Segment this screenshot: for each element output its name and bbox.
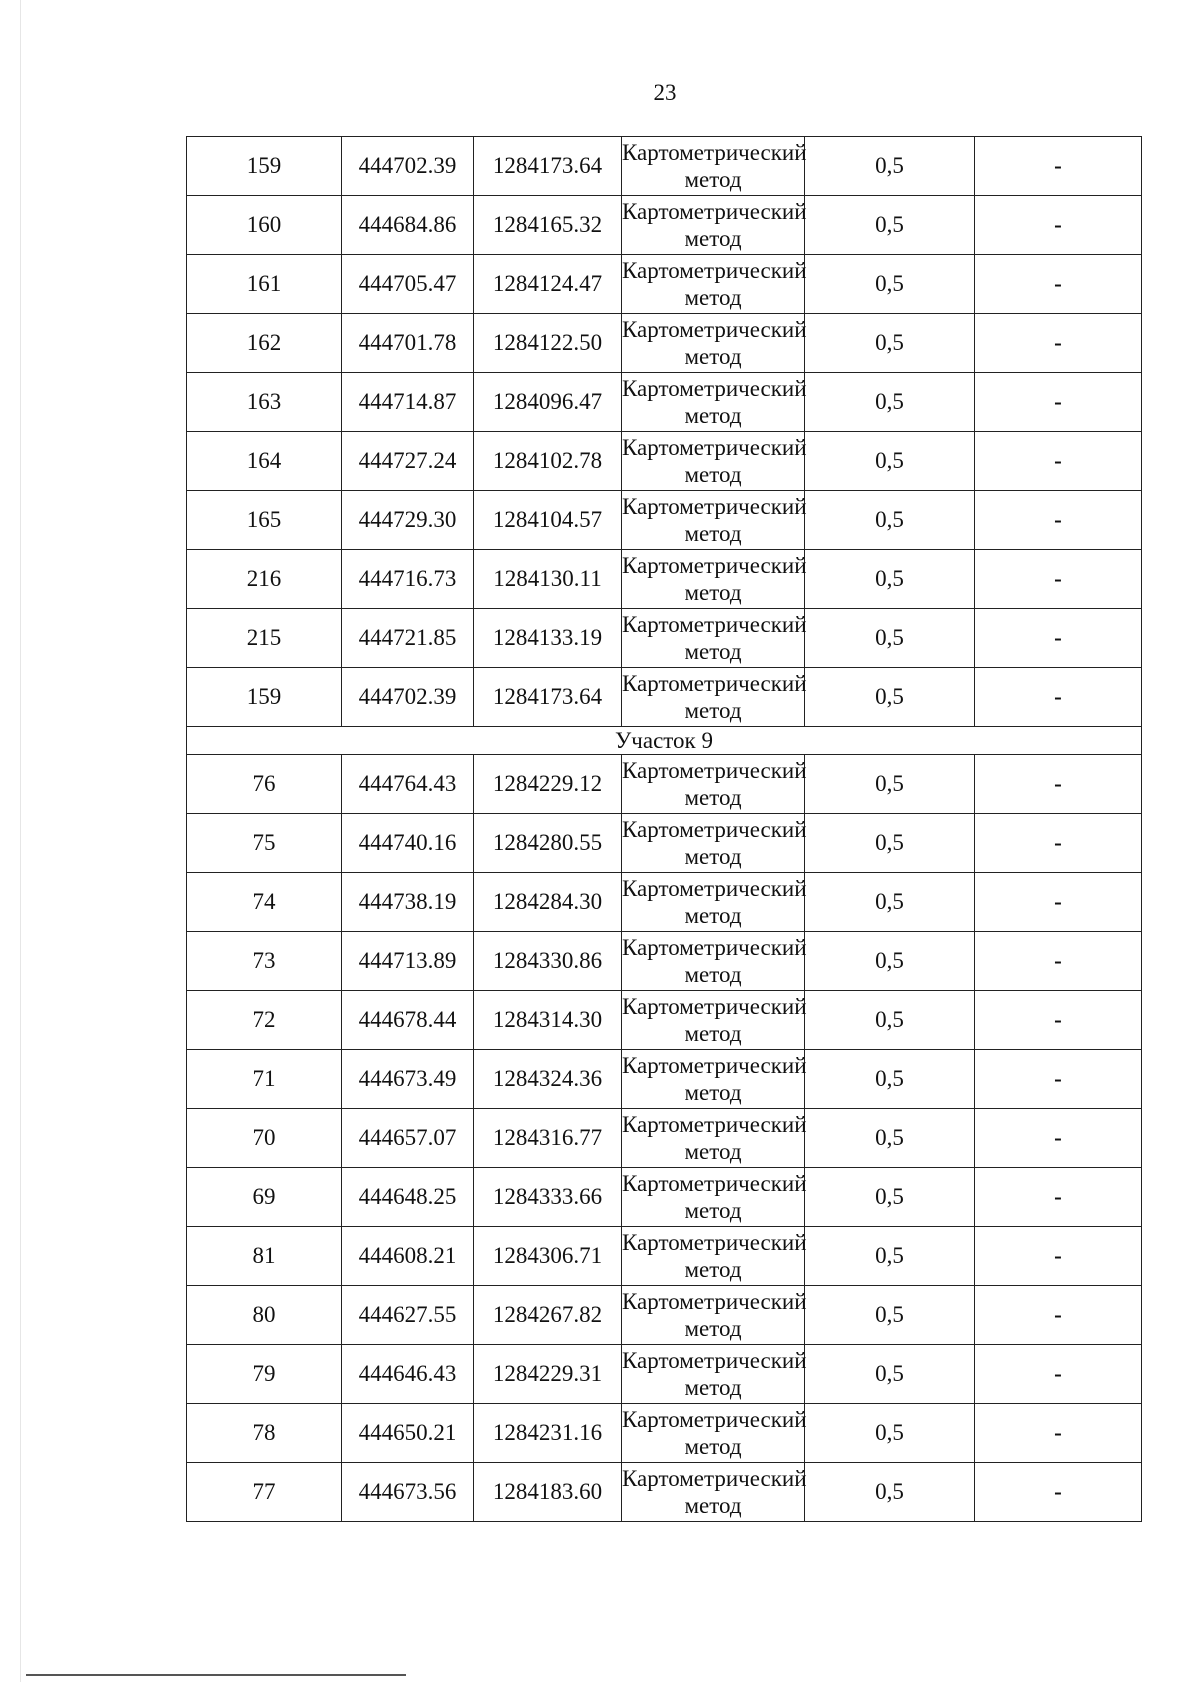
cell-accuracy: 0,5 xyxy=(805,137,975,196)
table-row xyxy=(187,137,1142,196)
table-row xyxy=(187,196,1142,255)
cell-method: Картометрический метод xyxy=(622,137,805,196)
cell-x-coordinate: 444646.43 xyxy=(342,1345,474,1404)
cell-y-coordinate: 1284122.50 xyxy=(474,314,622,373)
cell-method: Картометрический метод xyxy=(622,814,805,873)
cell-dash: - xyxy=(975,314,1142,373)
cell-method: Картометрический метод xyxy=(622,755,805,814)
cell-accuracy: 0,5 xyxy=(805,432,975,491)
cell-point-number: 160 xyxy=(187,196,342,255)
cell-method: Картометрический метод xyxy=(622,991,805,1050)
cell-point-number: 77 xyxy=(187,1463,342,1522)
cell-accuracy: 0,5 xyxy=(805,991,975,1050)
cell-dash: - xyxy=(975,1227,1142,1286)
cell-point-number: 159 xyxy=(187,668,342,727)
cell-x-coordinate: 444721.85 xyxy=(342,609,474,668)
cell-point-number: 215 xyxy=(187,609,342,668)
cell-point-number: 72 xyxy=(187,991,342,1050)
cell-y-coordinate: 1284324.36 xyxy=(474,1050,622,1109)
cell-x-coordinate: 444714.87 xyxy=(342,373,474,432)
cell-accuracy: 0,5 xyxy=(805,373,975,432)
cell-dash: - xyxy=(975,932,1142,991)
cell-y-coordinate: 1284130.11 xyxy=(474,550,622,609)
cell-method: Картометрический метод xyxy=(622,1463,805,1522)
cell-x-coordinate: 444627.55 xyxy=(342,1286,474,1345)
cell-method: Картометрический метод xyxy=(622,932,805,991)
cell-y-coordinate: 1284104.57 xyxy=(474,491,622,550)
cell-y-coordinate: 1284306.71 xyxy=(474,1227,622,1286)
table-row xyxy=(187,550,1142,609)
cell-accuracy: 0,5 xyxy=(805,255,975,314)
table-row xyxy=(187,1345,1142,1404)
cell-dash: - xyxy=(975,755,1142,814)
cell-x-coordinate: 444673.49 xyxy=(342,1050,474,1109)
cell-accuracy: 0,5 xyxy=(805,609,975,668)
cell-x-coordinate: 444650.21 xyxy=(342,1404,474,1463)
cell-x-coordinate: 444608.21 xyxy=(342,1227,474,1286)
cell-accuracy: 0,5 xyxy=(805,932,975,991)
cell-dash: - xyxy=(975,668,1142,727)
cell-y-coordinate: 1284133.19 xyxy=(474,609,622,668)
table-row xyxy=(187,1286,1142,1345)
cell-x-coordinate: 444713.89 xyxy=(342,932,474,991)
cell-y-coordinate: 1284333.66 xyxy=(474,1168,622,1227)
cell-point-number: 163 xyxy=(187,373,342,432)
table-row xyxy=(187,755,1142,814)
cell-point-number: 161 xyxy=(187,255,342,314)
cell-method: Картометрический метод xyxy=(622,196,805,255)
cell-dash: - xyxy=(975,1109,1142,1168)
cell-dash: - xyxy=(975,873,1142,932)
cell-method: Картометрический метод xyxy=(622,668,805,727)
cell-y-coordinate: 1284229.31 xyxy=(474,1345,622,1404)
table-row xyxy=(187,1404,1142,1463)
cell-accuracy: 0,5 xyxy=(805,1109,975,1168)
cell-accuracy: 0,5 xyxy=(805,196,975,255)
table-row xyxy=(187,668,1142,727)
cell-y-coordinate: 1284314.30 xyxy=(474,991,622,1050)
table-row xyxy=(187,991,1142,1050)
cell-point-number: 78 xyxy=(187,1404,342,1463)
cell-y-coordinate: 1284124.47 xyxy=(474,255,622,314)
cell-dash: - xyxy=(975,609,1142,668)
cell-accuracy: 0,5 xyxy=(805,1286,975,1345)
cell-method: Картометрический метод xyxy=(622,432,805,491)
cell-accuracy: 0,5 xyxy=(805,1050,975,1109)
cell-point-number: 70 xyxy=(187,1109,342,1168)
cell-x-coordinate: 444716.73 xyxy=(342,550,474,609)
cell-accuracy: 0,5 xyxy=(805,1345,975,1404)
cell-accuracy: 0,5 xyxy=(805,1404,975,1463)
cell-accuracy: 0,5 xyxy=(805,314,975,373)
cell-dash: - xyxy=(975,196,1142,255)
table-row xyxy=(187,932,1142,991)
cell-method: Картометрический метод xyxy=(622,1286,805,1345)
cell-x-coordinate: 444648.25 xyxy=(342,1168,474,1227)
cell-method: Картометрический метод xyxy=(622,1050,805,1109)
scan-bottom-line xyxy=(26,1674,406,1676)
cell-y-coordinate: 1284102.78 xyxy=(474,432,622,491)
cell-dash: - xyxy=(975,1463,1142,1522)
cell-x-coordinate: 444678.44 xyxy=(342,991,474,1050)
cell-point-number: 76 xyxy=(187,755,342,814)
cell-point-number: 81 xyxy=(187,1227,342,1286)
cell-x-coordinate: 444657.07 xyxy=(342,1109,474,1168)
section-row xyxy=(187,727,1142,755)
cell-dash: - xyxy=(975,491,1142,550)
cell-accuracy: 0,5 xyxy=(805,1168,975,1227)
table-row xyxy=(187,1050,1142,1109)
cell-dash: - xyxy=(975,550,1142,609)
cell-method: Картометрический метод xyxy=(622,550,805,609)
cell-method: Картометрический метод xyxy=(622,1404,805,1463)
cell-point-number: 164 xyxy=(187,432,342,491)
cell-accuracy: 0,5 xyxy=(805,491,975,550)
cell-dash: - xyxy=(975,1168,1142,1227)
table-row xyxy=(187,873,1142,932)
cell-y-coordinate: 1284183.60 xyxy=(474,1463,622,1522)
table-row xyxy=(187,814,1142,873)
scan-left-edge xyxy=(20,0,21,1682)
cell-method: Картометрический метод xyxy=(622,1227,805,1286)
cell-x-coordinate: 444727.24 xyxy=(342,432,474,491)
cell-accuracy: 0,5 xyxy=(805,668,975,727)
coordinates-table xyxy=(186,136,1142,1522)
cell-x-coordinate: 444702.39 xyxy=(342,668,474,727)
cell-point-number: 71 xyxy=(187,1050,342,1109)
cell-x-coordinate: 444738.19 xyxy=(342,873,474,932)
cell-dash: - xyxy=(975,1050,1142,1109)
cell-method: Картометрический метод xyxy=(622,373,805,432)
cell-dash: - xyxy=(975,814,1142,873)
cell-accuracy: 0,5 xyxy=(805,1463,975,1522)
cell-method: Картометрический метод xyxy=(622,255,805,314)
cell-method: Картометрический метод xyxy=(622,491,805,550)
table-row xyxy=(187,609,1142,668)
cell-x-coordinate: 444740.16 xyxy=(342,814,474,873)
cell-dash: - xyxy=(975,1286,1142,1345)
cell-method: Картометрический метод xyxy=(622,1168,805,1227)
cell-x-coordinate: 444701.78 xyxy=(342,314,474,373)
cell-x-coordinate: 444673.56 xyxy=(342,1463,474,1522)
table-row xyxy=(187,1227,1142,1286)
cell-x-coordinate: 444764.43 xyxy=(342,755,474,814)
rows-after-section xyxy=(187,755,1142,1522)
table-row xyxy=(187,314,1142,373)
cell-accuracy: 0,5 xyxy=(805,1227,975,1286)
table-row xyxy=(187,1168,1142,1227)
cell-y-coordinate: 1284173.64 xyxy=(474,137,622,196)
table-row xyxy=(187,1109,1142,1168)
cell-point-number: 74 xyxy=(187,873,342,932)
cell-dash: - xyxy=(975,137,1142,196)
page-number: 23 xyxy=(653,80,677,105)
cell-y-coordinate: 1284330.86 xyxy=(474,932,622,991)
cell-y-coordinate: 1284229.12 xyxy=(474,755,622,814)
cell-point-number: 162 xyxy=(187,314,342,373)
table-row xyxy=(187,491,1142,550)
cell-accuracy: 0,5 xyxy=(805,873,975,932)
cell-y-coordinate: 1284316.77 xyxy=(474,1109,622,1168)
rows-before-section xyxy=(187,137,1142,727)
cell-point-number: 75 xyxy=(187,814,342,873)
cell-method: Картометрический метод xyxy=(622,609,805,668)
cell-dash: - xyxy=(975,432,1142,491)
cell-dash: - xyxy=(975,1404,1142,1463)
cell-y-coordinate: 1284267.82 xyxy=(474,1286,622,1345)
table-row xyxy=(187,1463,1142,1522)
cell-accuracy: 0,5 xyxy=(805,755,975,814)
cell-dash: - xyxy=(975,373,1142,432)
cell-accuracy: 0,5 xyxy=(805,550,975,609)
cell-point-number: 216 xyxy=(187,550,342,609)
cell-dash: - xyxy=(975,991,1142,1050)
table-row xyxy=(187,255,1142,314)
cell-point-number: 73 xyxy=(187,932,342,991)
table-row xyxy=(187,432,1142,491)
cell-point-number: 69 xyxy=(187,1168,342,1227)
cell-point-number: 165 xyxy=(187,491,342,550)
cell-dash: - xyxy=(975,1345,1142,1404)
section-label: Участок 9 xyxy=(187,727,1142,755)
cell-x-coordinate: 444729.30 xyxy=(342,491,474,550)
cell-method: Картометрический метод xyxy=(622,1109,805,1168)
cell-point-number: 79 xyxy=(187,1345,342,1404)
cell-method: Картометрический метод xyxy=(622,873,805,932)
table-row xyxy=(187,373,1142,432)
cell-y-coordinate: 1284284.30 xyxy=(474,873,622,932)
cell-y-coordinate: 1284165.32 xyxy=(474,196,622,255)
cell-accuracy: 0,5 xyxy=(805,814,975,873)
cell-point-number: 159 xyxy=(187,137,342,196)
cell-method: Картометрический метод xyxy=(622,1345,805,1404)
section-header-group xyxy=(187,727,1142,755)
cell-x-coordinate: 444702.39 xyxy=(342,137,474,196)
cell-point-number: 80 xyxy=(187,1286,342,1345)
cell-y-coordinate: 1284096.47 xyxy=(474,373,622,432)
cell-method: Картометрический метод xyxy=(622,314,805,373)
cell-dash: - xyxy=(975,255,1142,314)
cell-y-coordinate: 1284231.16 xyxy=(474,1404,622,1463)
cell-x-coordinate: 444684.86 xyxy=(342,196,474,255)
cell-y-coordinate: 1284173.64 xyxy=(474,668,622,727)
cell-y-coordinate: 1284280.55 xyxy=(474,814,622,873)
cell-x-coordinate: 444705.47 xyxy=(342,255,474,314)
